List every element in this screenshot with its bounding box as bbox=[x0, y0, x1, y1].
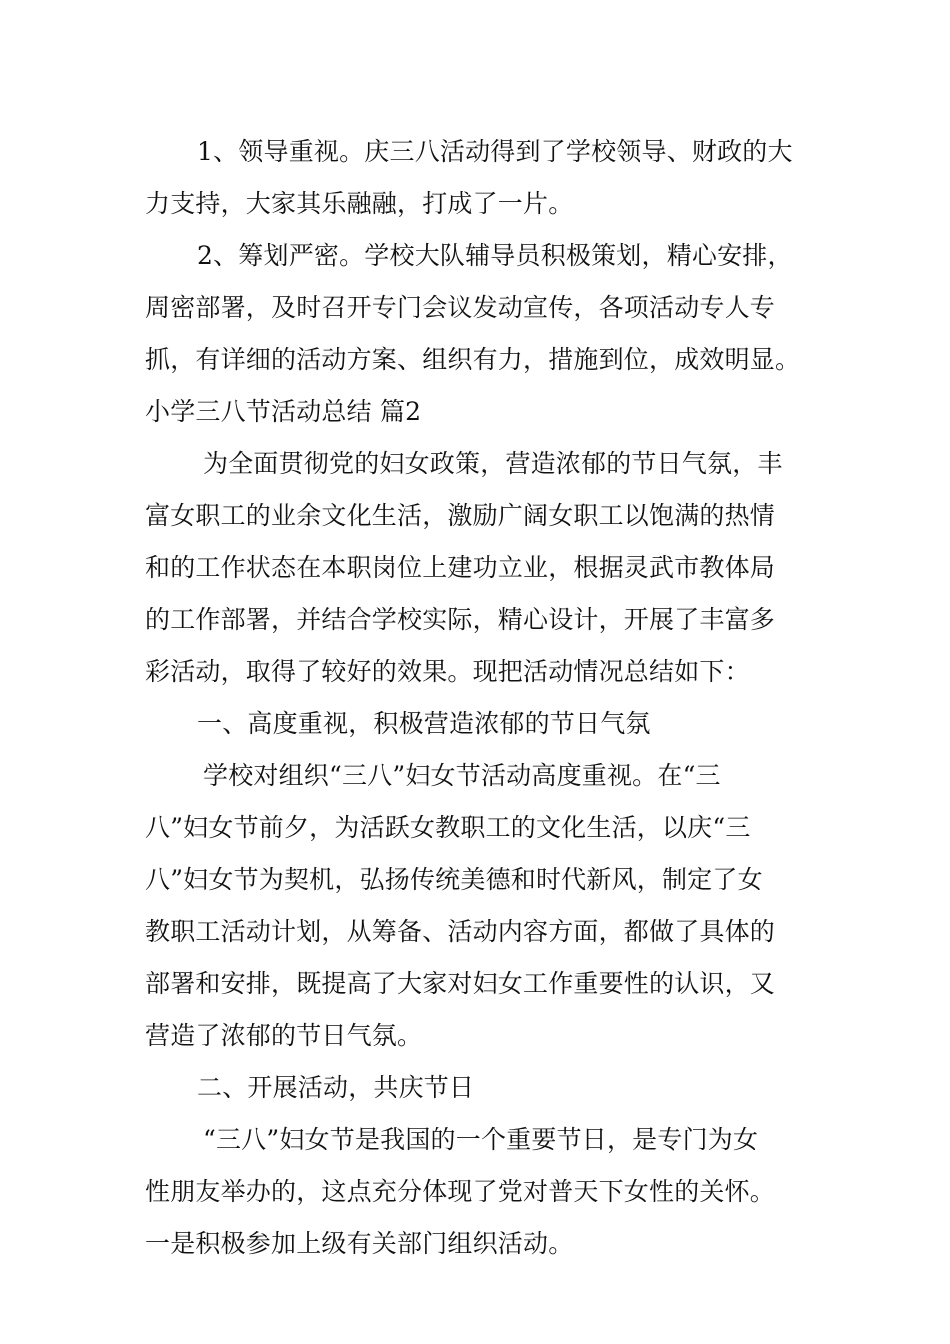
paragraph-line: 抓，有详细的活动方案、组织有力，措施到位，成效明显。 bbox=[145, 345, 801, 374]
paragraph-line: 彩活动，取得了较好的效果。现把活动情况总结如下： bbox=[145, 657, 750, 686]
paragraph-line: 的工作部署，并结合学校实际，精心设计，开展了丰富多 bbox=[145, 605, 776, 634]
paragraph-line: 一是积极参加上级有关部门组织活动。 bbox=[145, 1229, 574, 1258]
paragraph-line: 教职工活动计划，从筹备、活动内容方面，都做了具体的 bbox=[145, 917, 776, 946]
paragraph-line: 营造了浓郁的节日气氛。 bbox=[145, 1021, 423, 1050]
paragraph-line: 富女职工的业余文化生活，激励广阔女职工以饱满的热情 bbox=[145, 501, 776, 530]
paragraph-line: 周密部署，及时召开专门会议发动宣传，各项活动专人专 bbox=[145, 293, 776, 322]
paragraph-line: 1、领导重视。庆三八活动得到了学校领导、财政的大 bbox=[197, 137, 793, 166]
paragraph-line: 八”妇女节前夕，为活跃女教职工的文化生活，以庆“三 bbox=[145, 813, 751, 842]
paragraph-line: 力支持，大家其乐融融，打成了一片。 bbox=[145, 189, 574, 218]
paragraph-line: 为全面贯彻党的妇女政策，营造浓郁的节日气氛，丰 bbox=[203, 449, 783, 478]
paragraph-line: “三八”妇女节是我国的一个重要节日，是专门为女 bbox=[203, 1125, 759, 1154]
paragraph-line: 2、筹划严密。学校大队辅导员积极策划，精心安排， bbox=[197, 241, 793, 270]
paragraph-line: 部署和安排，既提高了大家对妇女工作重要性的认识，又 bbox=[145, 969, 776, 998]
document-body bbox=[145, 126, 810, 1270]
paragraph-line: 性朋友举办的，这点充分体现了党对普天下女性的关怀。 bbox=[145, 1177, 776, 1206]
paragraph-line: 学校对组织“三八”妇女节活动高度重视。在“三 bbox=[203, 761, 721, 790]
subheading: 一、高度重视，积极营造浓郁的节日气氛 bbox=[197, 709, 651, 738]
paragraph-line: 和的工作状态在本职岗位上建功立业，根据灵武市教体局 bbox=[145, 553, 776, 582]
section-title: 小学三八节活动总结 篇2 bbox=[145, 397, 422, 426]
paragraph-line: 八”妇女节为契机，弘扬传统美德和时代新风，制定了女 bbox=[145, 865, 763, 894]
subheading: 二、开展活动，共庆节日 bbox=[197, 1073, 475, 1102]
